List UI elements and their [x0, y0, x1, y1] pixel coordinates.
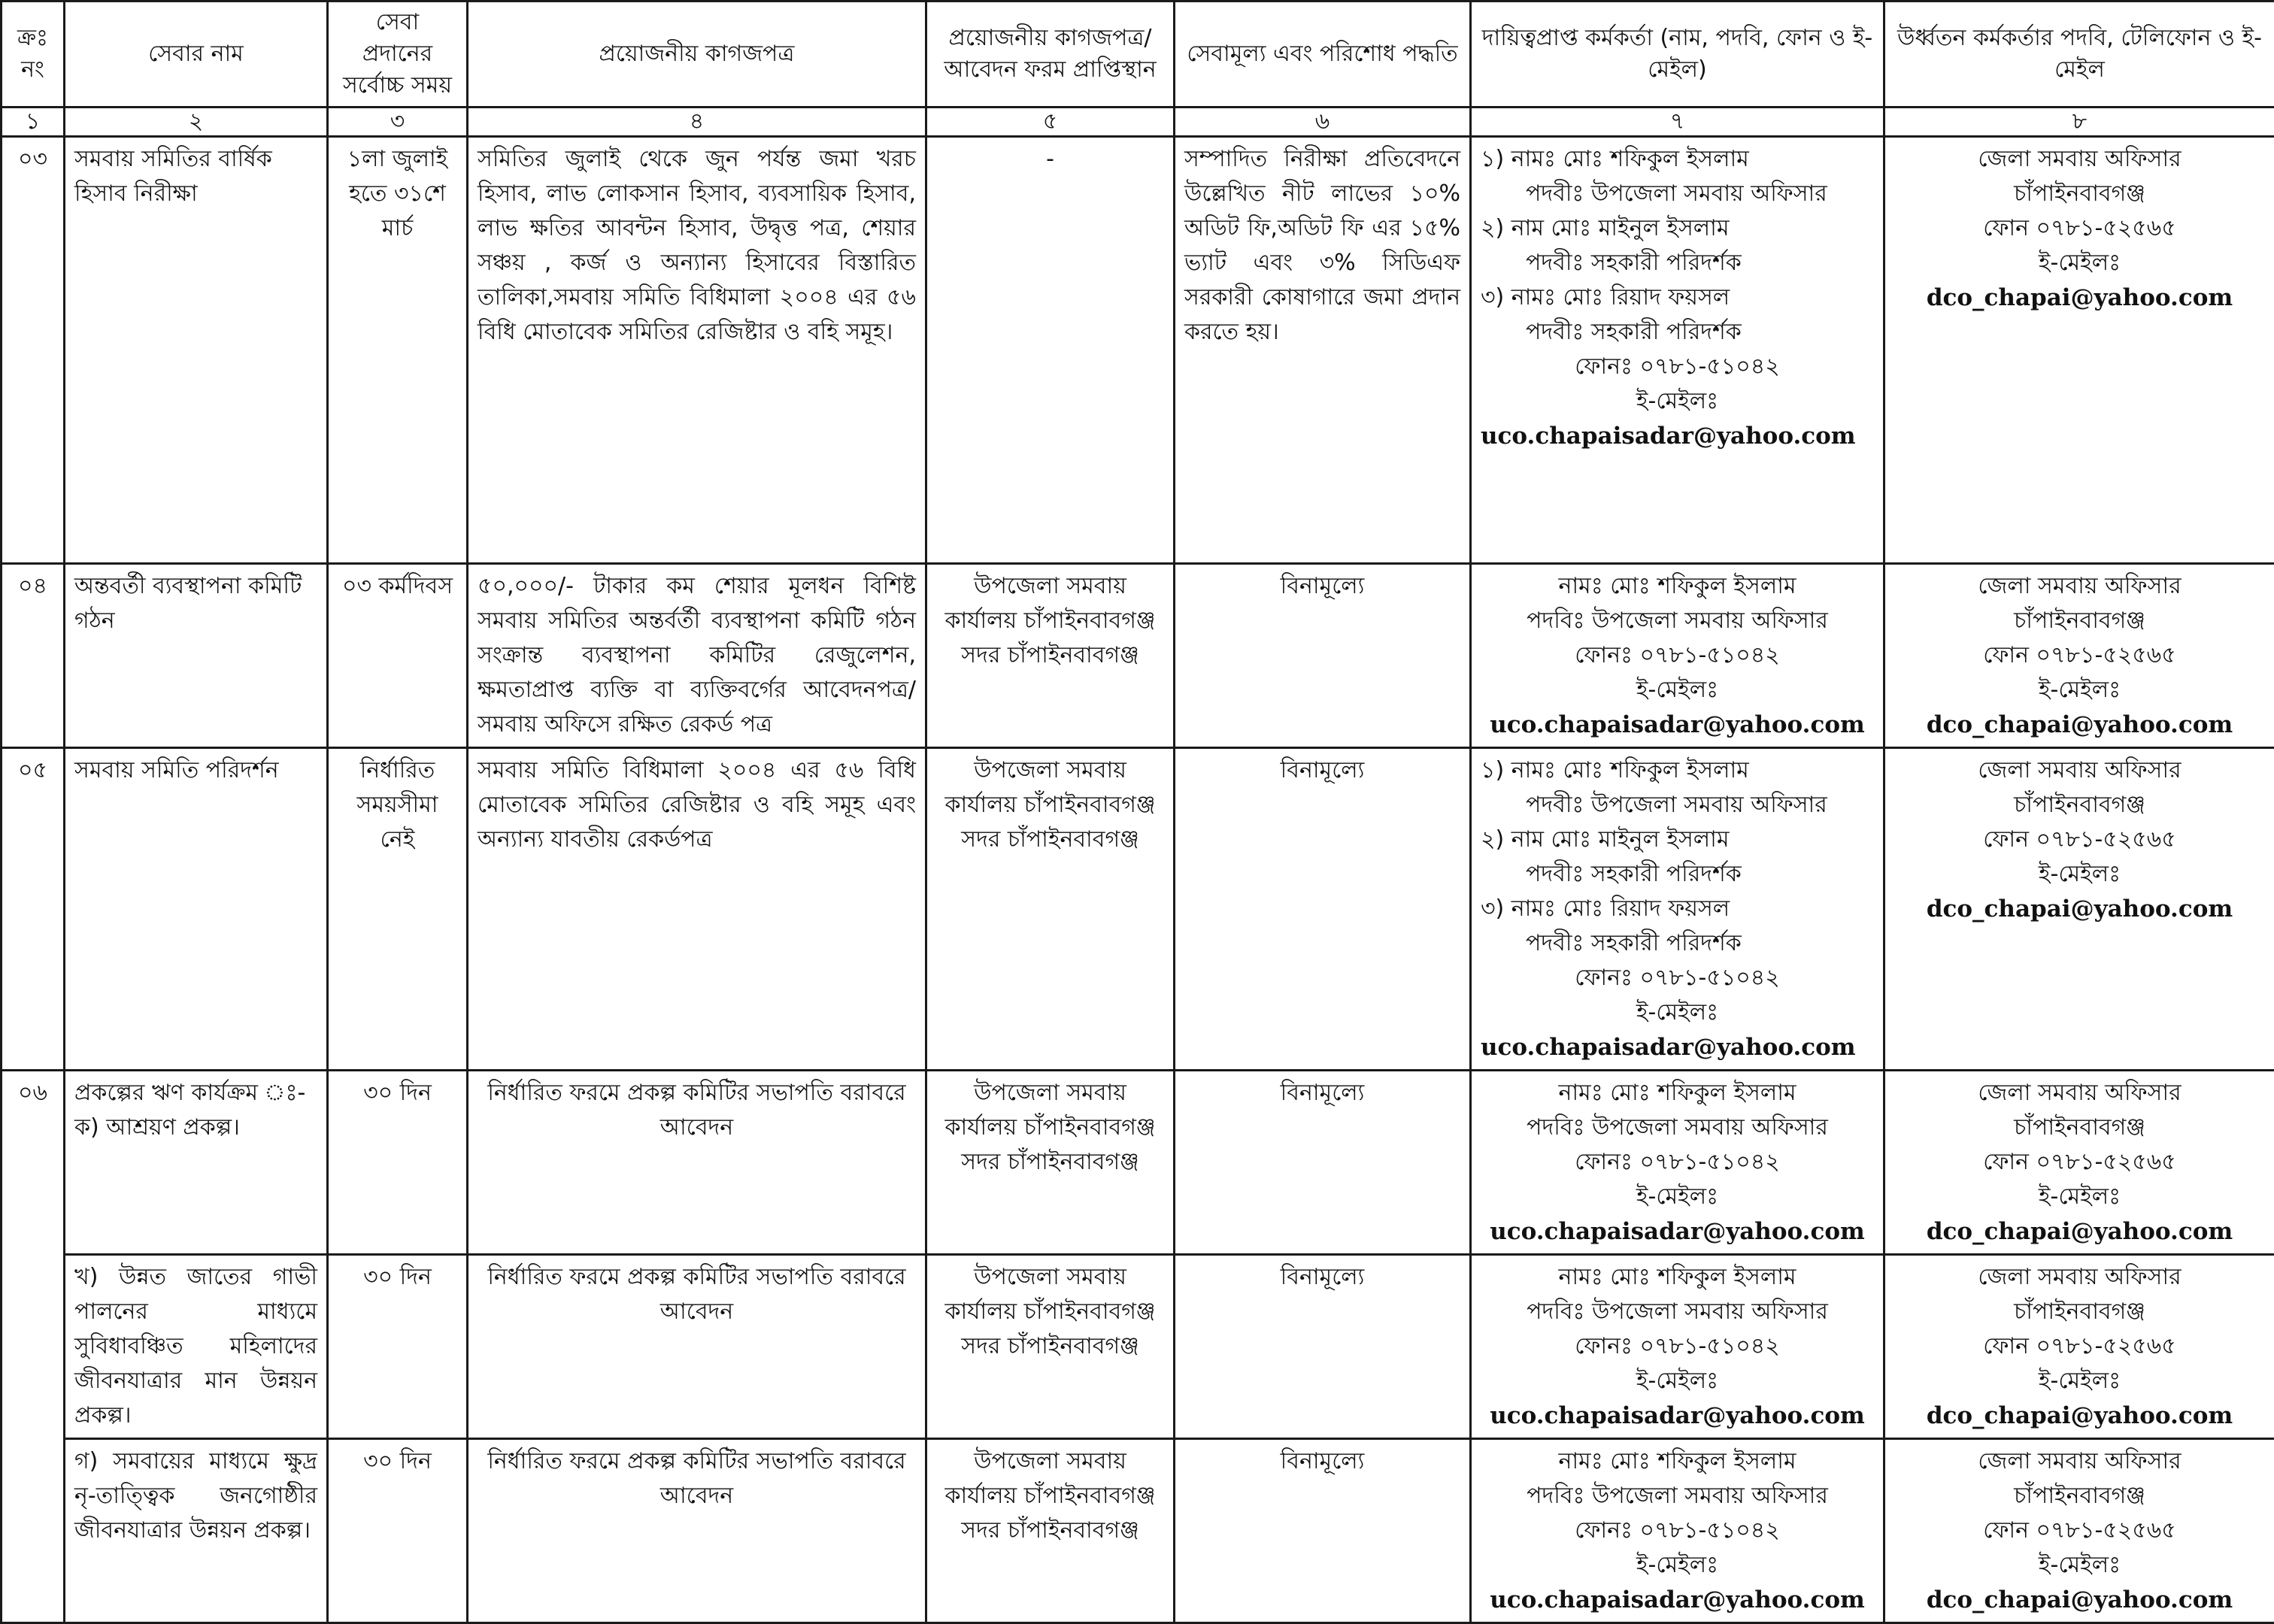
form-location-cell: - [926, 137, 1175, 564]
superior-email-link[interactable]: dco_chapai@yahoo.com [1894, 1583, 2265, 1617]
officer-email-label: ই-মেইলঃ [1481, 995, 1874, 1030]
officer-name: নামঃ মোঃ শফিকুল ইসলাম [1481, 1260, 1874, 1295]
service-name-cell: প্রকল্পের ঋণ কার্যক্রম ঃ- ক) আশ্রয়ণ প্রকল্প। [65, 1071, 328, 1255]
table-row [2, 748, 2274, 1071]
officer-designation: পদবিঃ উপজেলা সমবায় অফিসার [1481, 1110, 1874, 1145]
superior-email-label: ই-মেইলঃ [1894, 857, 2265, 892]
serial-cell: ০৬ [2, 1071, 65, 1623]
superior-email-label: ই-মেইলঃ [1894, 1548, 2265, 1583]
superior-cell [1884, 1439, 2274, 1623]
officer-designation-1: পদবীঃ উপজেলা সমবায় অফিসার [1481, 177, 1874, 211]
header-row [2, 2, 2274, 108]
officer-phone: ফোনঃ ০৭৮১-৫১০৪২ [1481, 1145, 1874, 1180]
officer-phone: ফোনঃ ০৭৮১-৫১০৪২ [1481, 350, 1874, 384]
superior-email-label: ই-মেইলঃ [1894, 1180, 2265, 1214]
form-location-cell: উপজেলা সমবায় কার্যালয় চাঁপাইনবাবগঞ্জ সদর চাঁপাইনবাবগঞ্জ [926, 564, 1175, 748]
officer-designation: পদবিঃ উপজেলা সমবায় অফিসার [1481, 604, 1874, 638]
documents-cell: ৫০,০০০/- টাকার কম শেয়ার মূলধন বিশিষ্ট সমবায় সমিতির অন্তর্বর্তী ব্যবস্থাপনা কমিটি গঠন সংক্রান্ত ব্যবস্থাপনা কমিটির রেজুলেশন, ক্ষমতাপ্রাপ্ত ব্যক্তি বা ব্যক্তিবর্গের আবেদনপত্র/সমবায় অফিসে রক্ষিত রেকর্ড পত্র [468, 564, 926, 748]
superior-location: চাঁপাইনবাবগঞ্জ [1894, 788, 2265, 823]
superior-email-label: ই-মেইলঃ [1894, 673, 2265, 707]
superior-cell [1884, 1255, 2274, 1439]
officer-phone: ফোনঃ ০৭৮১-৫১০৪২ [1481, 1329, 1874, 1364]
officer-designation-2: পদবীঃ সহকারী পরিদর্শক [1481, 857, 1874, 892]
officer-name-1: ১) নামঃ মোঃ শফিকুল ইসলাম [1481, 142, 1874, 177]
max-time-cell: ৩০ দিন [328, 1439, 468, 1623]
max-time-cell: নির্ধারিত সময়সীমা নেই [328, 748, 468, 1071]
officer-email-link[interactable]: uco.chapaisadar@yahoo.com [1481, 1398, 1874, 1433]
max-time-cell: ০৩ কর্মদিবস [328, 564, 468, 748]
superior-location: চাঁপাইনবাবগঞ্জ [1894, 1295, 2265, 1329]
officer-cell [1471, 564, 1884, 748]
superior-phone: ফোন ০৭৮১-৫২৫৬৫ [1894, 823, 2265, 857]
fee-cell: বিনামূল্যে [1175, 1439, 1471, 1623]
superior-phone: ফোন ০৭৮১-৫২৫৬৫ [1894, 1145, 2265, 1180]
header-max-time: সেবা প্রদানের সর্বোচ্চ সময় [328, 2, 468, 108]
form-location-cell: উপজেলা সমবায় কার্যালয় চাঁপাইনবাবগঞ্জ সদর চাঁপাইনবাবগঞ্জ [926, 1439, 1175, 1623]
table-row [2, 1439, 2274, 1623]
serial-cell: ০৪ [2, 564, 65, 748]
superior-title: জেলা সমবায় অফিসার [1894, 142, 2265, 177]
table-row [2, 1071, 2274, 1255]
officer-name-3: ৩) নামঃ মোঃ রিয়াদ ফয়সল [1481, 892, 1874, 926]
superior-cell [1884, 1071, 2274, 1255]
superior-title: জেলা সমবায় অফিসার [1894, 1260, 2265, 1295]
header-form-location: প্রয়োজনীয় কাগজপত্র/ আবেদন ফরম প্রাপ্তিস্থান [926, 2, 1175, 108]
officer-designation: পদবিঃ উপজেলা সমবায় অফিসার [1481, 1479, 1874, 1513]
officer-phone: ফোনঃ ০৭৮১-৫১০৪২ [1481, 638, 1874, 673]
officer-cell [1471, 748, 1884, 1071]
officer-designation-1: পদবীঃ উপজেলা সমবায় অফিসার [1481, 788, 1874, 823]
table-row [2, 137, 2274, 564]
header-serial: ক্রঃ নং [2, 2, 65, 108]
officer-designation-2: পদবীঃ সহকারী পরিদর্শক [1481, 246, 1874, 280]
officer-email-link[interactable]: uco.chapaisadar@yahoo.com [1481, 1583, 1874, 1617]
officer-email-link[interactable]: uco.chapaisadar@yahoo.com [1481, 1214, 1874, 1249]
max-time-cell: ৩০ দিন [328, 1255, 468, 1439]
table-row [2, 564, 2274, 748]
column-number: ৫ [926, 108, 1175, 137]
service-name-cell: সমবায় সমিতি পরিদর্শন [65, 748, 328, 1071]
officer-name-2: ২) নাম মোঃ মাইনুল ইসলাম [1481, 211, 1874, 246]
superior-email-link[interactable]: dco_chapai@yahoo.com [1894, 1398, 2265, 1433]
serial-cell: ০৫ [2, 748, 65, 1071]
officer-name: নামঃ মোঃ শফিকুল ইসলাম [1481, 1076, 1874, 1110]
fee-cell: সম্পাদিত নিরীক্ষা প্রতিবেদনে উল্লেখিত নীট লাভের ১০% অডিট ফি,অডিট ফি এর ১৫% ভ্যাট এবং ৩% সিডিএফ সরকারী কোষাগারে জমা প্রদান করতে হয়। [1175, 137, 1471, 564]
fee-cell: বিনামূল্যে [1175, 1255, 1471, 1439]
max-time-cell: ৩০ দিন [328, 1071, 468, 1255]
officer-phone: ফোনঃ ০৭৮১-৫১০৪২ [1481, 961, 1874, 995]
superior-cell [1884, 564, 2274, 748]
column-number: ২ [65, 108, 328, 137]
max-time-cell: ১লা জুলাই হতে ৩১শে মার্চ [328, 137, 468, 564]
column-number: ১ [2, 108, 65, 137]
column-number: ৩ [328, 108, 468, 137]
header-fee-method: সেবামূল্য এবং পরিশোধ পদ্ধতি [1175, 2, 1471, 108]
documents-cell: নির্ধারিত ফরমে প্রকল্প কমিটির সভাপতি বরাবরে আবেদন [468, 1071, 926, 1255]
service-name-cell: সমবায় সমিতির বার্ষিক হিসাব নিরীক্ষা [65, 137, 328, 564]
superior-cell [1884, 137, 2274, 564]
superior-email-link[interactable]: dco_chapai@yahoo.com [1894, 892, 2265, 926]
superior-location: চাঁপাইনবাবগঞ্জ [1894, 604, 2265, 638]
serial-cell: ০৩ [2, 137, 65, 564]
officer-email-label: ই-মেইলঃ [1481, 1548, 1874, 1583]
documents-cell: নির্ধারিত ফরমে প্রকল্প কমিটির সভাপতি বরাবরে আবেদন [468, 1439, 926, 1623]
officer-email-label: ই-মেইলঃ [1481, 1180, 1874, 1214]
documents-cell: সমবায় সমিতি বিধিমালা ২০০৪ এর ৫৬ বিধি মোতাবেক সমিতির রেজিষ্টার ও বহি সমূহ এবং অন্যান্য যাবতীয় রেকর্ডপত্র [468, 748, 926, 1071]
documents-cell: নির্ধারিত ফরমে প্রকল্প কমিটির সভাপতি বরাবরে আবেদন [468, 1255, 926, 1439]
form-location-cell: উপজেলা সমবায় কার্যালয় চাঁপাইনবাবগঞ্জ সদর চাঁপাইনবাবগঞ্জ [926, 1255, 1175, 1439]
officer-name: নামঃ মোঃ শফিকুল ইসলাম [1481, 569, 1874, 604]
form-location-cell: উপজেলা সমবায় কার্যালয় চাঁপাইনবাবগঞ্জ সদর চাঁপাইনবাবগঞ্জ [926, 1071, 1175, 1255]
officer-email-link[interactable]: uco.chapaisadar@yahoo.com [1481, 419, 1874, 453]
header-responsible-officer: দায়িত্বপ্রাপ্ত কর্মকর্তা (নাম, পদবি, ফোন ও ই-মেইল) [1471, 2, 1884, 108]
fee-cell: বিনামূল্যে [1175, 1071, 1471, 1255]
superior-phone: ফোন ০৭৮১-৫২৫৬৫ [1894, 638, 2265, 673]
superior-email-link[interactable]: dco_chapai@yahoo.com [1894, 707, 2265, 742]
superior-email-label: ই-মেইলঃ [1894, 1364, 2265, 1398]
superior-phone: ফোন ০৭৮১-৫২৫৬৫ [1894, 1513, 2265, 1548]
officer-email-link[interactable]: uco.chapaisadar@yahoo.com [1481, 1030, 1874, 1065]
officer-cell [1471, 1255, 1884, 1439]
officer-email-link[interactable]: uco.chapaisadar@yahoo.com [1481, 707, 1874, 742]
superior-location: চাঁপাইনবাবগঞ্জ [1894, 1479, 2265, 1513]
officer-email-label: ই-মেইলঃ [1481, 384, 1874, 419]
superior-phone: ফোন ০৭৮১-৫২৫৬৫ [1894, 211, 2265, 246]
officer-email-label: ই-মেইলঃ [1481, 673, 1874, 707]
superior-title: জেলা সমবায় অফিসার [1894, 1076, 2265, 1110]
officer-phone: ফোনঃ ০৭৮১-৫১০৪২ [1481, 1513, 1874, 1548]
column-number-row [2, 108, 2274, 137]
fee-cell: বিনামূল্যে [1175, 748, 1471, 1071]
officer-cell [1471, 1439, 1884, 1623]
superior-location: চাঁপাইনবাবগঞ্জ [1894, 1110, 2265, 1145]
superior-phone: ফোন ০৭৮১-৫২৫৬৫ [1894, 1329, 2265, 1364]
superior-title: জেলা সমবায় অফিসার [1894, 569, 2265, 604]
officer-email-label: ই-মেইলঃ [1481, 1364, 1874, 1398]
header-service-name: সেবার নাম [65, 2, 328, 108]
superior-title: জেলা সমবায় অফিসার [1894, 1444, 2265, 1479]
officer-name-3: ৩) নামঃ মোঃ রিয়াদ ফয়সল [1481, 280, 1874, 315]
table-row [2, 1255, 2274, 1439]
form-location-cell: উপজেলা সমবায় কার্যালয় চাঁপাইনবাবগঞ্জ সদর চাঁপাইনবাবগঞ্জ [926, 748, 1175, 1071]
superior-email-link[interactable]: dco_chapai@yahoo.com [1894, 1214, 2265, 1249]
superior-location: চাঁপাইনবাবগঞ্জ [1894, 177, 2265, 211]
officer-designation: পদবিঃ উপজেলা সমবায় অফিসার [1481, 1295, 1874, 1329]
superior-cell [1884, 748, 2274, 1071]
header-documents: প্রয়োজনীয় কাগজপত্র [468, 2, 926, 108]
superior-title: জেলা সমবায় অফিসার [1894, 753, 2265, 788]
superior-email-link[interactable]: dco_chapai@yahoo.com [1894, 280, 2265, 315]
column-number: ৮ [1884, 108, 2274, 137]
column-number: ৬ [1175, 108, 1471, 137]
header-superior-officer: উর্ধ্বতন কর্মকর্তার পদবি, টেলিফোন ও ই-মেইল [1884, 2, 2274, 108]
officer-designation-3: পদবীঃ সহকারী পরিদর্শক [1481, 315, 1874, 350]
officer-cell [1471, 137, 1884, 564]
superior-email-label: ই-মেইলঃ [1894, 246, 2265, 280]
officer-name: নামঃ মোঃ শফিকুল ইসলাম [1481, 1444, 1874, 1479]
officer-cell [1471, 1071, 1884, 1255]
officer-name-2: ২) নাম মোঃ মাইনুল ইসলাম [1481, 823, 1874, 857]
officer-name-1: ১) নামঃ মোঃ শফিকুল ইসলাম [1481, 753, 1874, 788]
service-name-cell: অন্তবর্তী ব্যবস্থাপনা কমিটি গঠন [65, 564, 328, 748]
column-number: ৭ [1471, 108, 1884, 137]
column-number: ৪ [468, 108, 926, 137]
service-name-cell: খ) উন্নত জাতের গাভী পালনের মাধ্যমে সুবিধাবঞ্চিত মহিলাদের জীবনযাত্রার মান উন্নয়ন প্রকল্প। [65, 1255, 328, 1439]
fee-cell: বিনামূল্যে [1175, 564, 1471, 748]
documents-cell: সমিতির জুলাই থেকে জুন পর্যন্ত জমা খরচ হিসাব, লাভ লোকসান হিসাব, ব্যবসায়িক হিসাব, লাভ ক্ষতির আবন্টন হিসাব, উদ্বৃত্ত পত্র, শেয়ার সঞ্চয় , কর্জ ও অন্যান্য হিসাবের বিস্তারিত তালিকা,সমবায় সমিতি বিধিমালা ২০০৪ এর ৫৬ বিধি মোতাবেক সমিতির রেজিষ্টার ও বহি সমূহ। [468, 137, 926, 564]
officer-designation-3: পদবীঃ সহকারী পরিদর্শক [1481, 926, 1874, 961]
service-name-cell: গ) সমবায়ের মাধ্যমে ক্ষুদ্র নৃ-তাত্ত্বিক জনগোষ্ঠীর জীবনযাত্রার উন্নয়ন প্রকল্প। [65, 1439, 328, 1623]
